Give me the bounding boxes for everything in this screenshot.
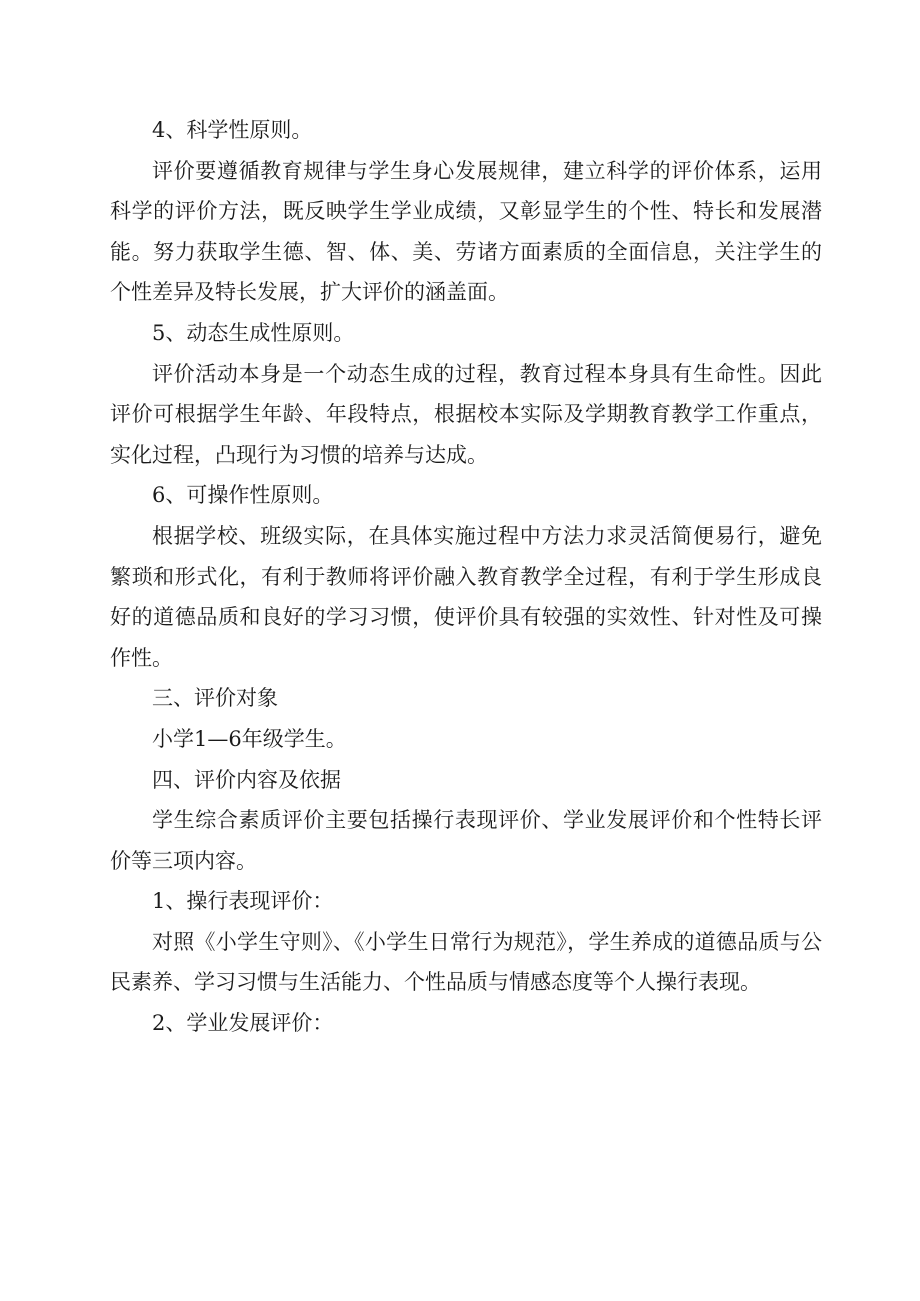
heading-academic-evaluation: 2、学业发展评价： xyxy=(152,1011,334,1036)
heading-conduct-evaluation: 1、操行表现评价： xyxy=(152,889,334,914)
paragraph-evaluation-target: 小学1—6年级学生。 xyxy=(152,726,347,751)
paragraph-conduct-evaluation: 对照《小学生守则》、《小学生日常行为规范》，学生养成的道德品质与公民素养、学习习惯与生活能力、个性品质与情感态度等个人操行表现。 xyxy=(110,929,822,995)
heading-operability-principle: 6、可操作性原则。 xyxy=(152,483,334,508)
heading-scientific-principle: 4、科学性原则。 xyxy=(152,118,313,142)
heading-evaluation-content: 四、评价内容及依据 xyxy=(152,767,341,792)
paragraph-operability-principle: 根据学校、班级实际，在具体实施过程中方法力求灵活简便易行，避免繁琐和形式化，有利于教师将评价融入教育教学全过程，有利于学生形成良好的道德品质和良好的学习习惯，使评价具有较强的实效性、针对性及可操作性。 xyxy=(110,523,822,670)
paragraph-dynamic-principle: 评价活动本身是一个动态生成的过程，教育过程本身具有生命性。因此评价可根据学生年龄、年段特点，根据校本实际及学期教育教学工作重点，实化过程，凸现行为习惯的培养与达成。 xyxy=(110,361,822,467)
paragraph-evaluation-content: 学生综合素质评价主要包括操行表现评价、学业发展评价和个性特长评价等三项内容。 xyxy=(110,808,822,873)
heading-evaluation-target: 三、评价对象 xyxy=(152,686,278,711)
document-page xyxy=(110,110,822,1044)
heading-dynamic-principle: 5、动态生成性原则。 xyxy=(152,320,355,345)
paragraph-scientific-principle: 评价要遵循教育规律与学生身心发展规律，建立科学的评价体系，运用科学的评价方法，既反映学生学业成绩，又彰显学生的个性、特长和发展潜能。努力获取学生德、智、体、美、劳诸方面素质的全面信息，关注学生的个性差异及特长发展，扩大评价的涵盖面。 xyxy=(110,158,822,305)
